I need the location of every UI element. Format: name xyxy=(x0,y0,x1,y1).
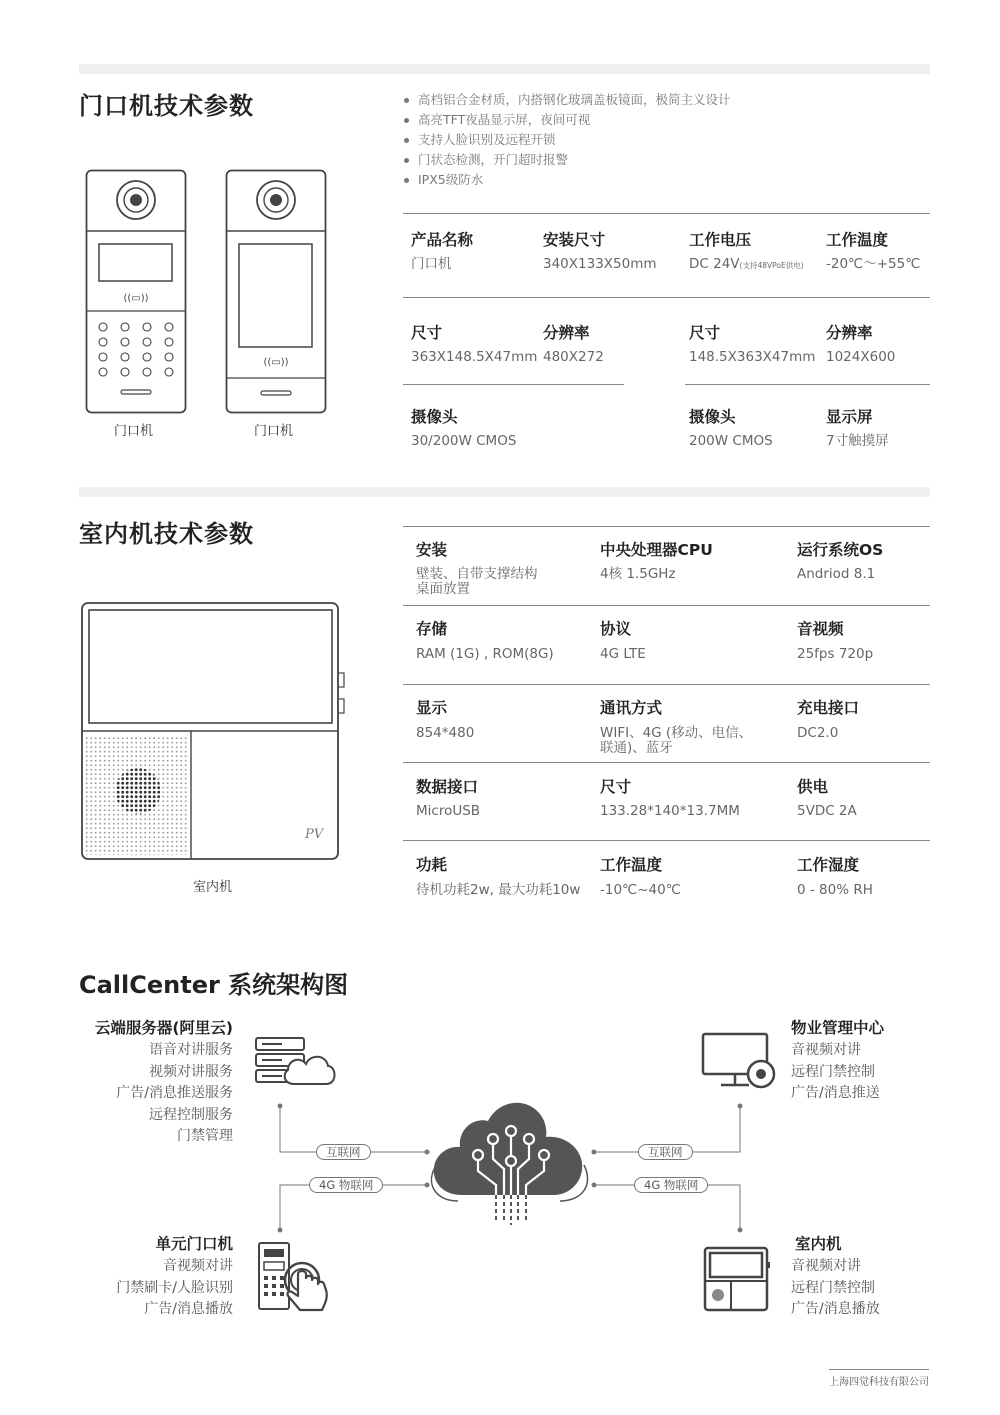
spec-label: 摄像头 xyxy=(411,408,458,426)
spec-value: 854*480 xyxy=(416,725,475,741)
feature-item: 门状态检测，开门超时报警 xyxy=(403,150,731,170)
spec-label: 显示 xyxy=(416,699,448,717)
service-item: 广告/消息推送服务 xyxy=(116,1085,233,1101)
table-rule xyxy=(403,684,930,685)
indoor-unit-caption: 室内机 xyxy=(193,880,233,895)
spec-value: 340X133X50mm xyxy=(543,256,657,272)
spec-value: 桌面放置 xyxy=(416,581,470,597)
spec-label: 数据接口 xyxy=(416,778,479,796)
spec-value: 148.5X363X47mm xyxy=(689,349,816,365)
service-item: 广告/消息播放 xyxy=(791,1301,880,1317)
service-item: 门禁管理 xyxy=(177,1128,233,1144)
spec-label: 工作电压 xyxy=(689,231,752,249)
door-touch-icon xyxy=(256,1240,332,1314)
spec-label: 分辨率 xyxy=(543,324,590,342)
table-rule xyxy=(403,526,930,527)
spec-label: 产品名称 xyxy=(411,231,474,249)
door-unit-screen-illustration xyxy=(225,169,327,414)
iot-tag: 4G 物联网 xyxy=(634,1177,708,1193)
property-center-items xyxy=(791,1040,880,1105)
door-unit-caption: 门口机 xyxy=(254,424,294,439)
door-unit-caption: 门口机 xyxy=(114,424,154,439)
property-center-title: 物业管理中心 xyxy=(791,1019,885,1037)
unit-door-items xyxy=(116,1256,233,1321)
cloud-server-title: 云端服务器(阿里云) xyxy=(94,1019,233,1037)
spec-value: -20℃～+55℃ xyxy=(826,256,921,272)
spec-value: 壁装、自带支撑结构 xyxy=(416,566,538,582)
table-rule xyxy=(403,213,930,214)
spec-label: 中央处理器CPU xyxy=(600,541,713,559)
spec-value: 4G LTE xyxy=(600,646,646,662)
indoor-device-icon xyxy=(703,1246,771,1312)
spec-label: 尺寸 xyxy=(689,324,721,342)
feature-item: 高档铝合金材质，内搭钢化玻璃盖板镜面，极简主义设计 xyxy=(403,90,731,110)
door-feature-list xyxy=(403,90,731,190)
spec-value: 480X272 xyxy=(543,349,604,365)
voltage-value: DC 24V xyxy=(689,256,740,272)
service-item: 远程门禁控制 xyxy=(791,1279,875,1296)
service-item: 广告/消息推送 xyxy=(791,1085,880,1101)
spec-label: 安装尺寸 xyxy=(543,231,606,249)
feature-item: IPX5级防水 xyxy=(403,170,731,190)
spec-value: 4核 1.5GHz xyxy=(600,566,676,582)
internet-tag: 互联网 xyxy=(638,1144,693,1160)
indoor-unit-items xyxy=(791,1256,880,1321)
service-item: 门禁刷卡/人脸识别 xyxy=(116,1279,233,1296)
cloud-server-icon xyxy=(254,1036,338,1088)
spec-value: DC2.0 xyxy=(797,725,839,741)
spec-label: 安装 xyxy=(416,541,448,559)
service-item: 远程控制服务 xyxy=(149,1106,233,1123)
table-rule xyxy=(403,840,930,841)
spec-label: 工作温度 xyxy=(600,856,663,874)
svg-text:((▭)): ((▭)) xyxy=(263,357,289,368)
table-rule xyxy=(685,384,930,385)
spec-value: 待机功耗2w, 最大功耗10w xyxy=(416,882,581,898)
table-rule xyxy=(403,297,930,298)
monitor-icon xyxy=(701,1032,777,1090)
table-rule xyxy=(403,384,624,385)
spec-value: 联通)、蓝牙 xyxy=(600,740,673,756)
spec-value: Andriod 8.1 xyxy=(797,566,876,582)
indoor-section-title: 室内机技术参数 xyxy=(79,520,254,548)
spec-value: 133.28*140*13.7MM xyxy=(600,803,740,819)
service-item: 语音对讲服务 xyxy=(149,1042,233,1058)
feature-item: 高亮TFT夜晶显示屏，夜间可视 xyxy=(403,110,731,130)
spec-value: MicroUSB xyxy=(416,803,481,819)
door-unit-keypad-illustration xyxy=(85,169,187,414)
spec-value: 门口机 xyxy=(411,256,452,272)
section-divider-door xyxy=(79,64,930,74)
service-item: 远程门禁控制 xyxy=(791,1063,875,1080)
spec-label: 分辨率 xyxy=(826,324,873,342)
spec-label: 功耗 xyxy=(416,856,448,874)
spec-value: -10℃~40℃ xyxy=(600,882,681,898)
spec-label: 供电 xyxy=(797,778,829,796)
door-section-title: 门口机技术参数 xyxy=(79,92,254,120)
spec-label: 充电接口 xyxy=(797,699,860,717)
spec-label: 运行系统OS xyxy=(797,541,884,559)
table-rule xyxy=(403,605,930,606)
internet-tag: 互联网 xyxy=(316,1144,371,1160)
service-item: 音视频对讲 xyxy=(791,1042,861,1058)
company-footer: 上海四觉科技有限公司 xyxy=(829,1369,929,1388)
indoor-unit-illustration xyxy=(80,601,348,863)
architecture-title: CallCenter 系统架构图 xyxy=(79,971,349,999)
service-item: 音视频对讲 xyxy=(163,1258,233,1274)
table-rule xyxy=(403,762,930,763)
spec-value: 0 - 80% RH xyxy=(797,882,873,898)
cloud-network-icon xyxy=(428,1097,594,1227)
indoor-unit-title: 室内机 xyxy=(795,1235,842,1253)
voltage-note: (支持48VPoE供电) xyxy=(739,261,804,270)
spec-value: 200W CMOS xyxy=(689,433,773,449)
feature-item: 支持人脸识别及远程开锁 xyxy=(403,130,731,150)
service-item: 广告/消息播放 xyxy=(144,1301,233,1317)
spec-value: 5VDC 2A xyxy=(797,803,857,819)
spec-label: 存储 xyxy=(416,620,448,638)
spec-value: 30/200W CMOS xyxy=(411,433,517,449)
spec-label: 音视频 xyxy=(797,620,844,638)
service-item: 音视频对讲 xyxy=(791,1258,861,1274)
spec-label: 工作湿度 xyxy=(797,856,860,874)
spec-value: RAM (1G) , ROM(8G) xyxy=(416,646,554,662)
spec-label: 摄像头 xyxy=(689,408,736,426)
spec-value: 25fps 720p xyxy=(797,646,874,662)
spec-value: WIFI、4G (移动、电信、 xyxy=(600,725,753,741)
iot-tag: 4G 物联网 xyxy=(309,1177,383,1193)
spec-label: 尺寸 xyxy=(411,324,443,342)
spec-value xyxy=(689,257,804,273)
service-item: 视频对讲服务 xyxy=(149,1063,233,1080)
spec-label: 尺寸 xyxy=(600,778,632,796)
spec-value: 7寸触摸屏 xyxy=(826,433,889,449)
unit-door-title: 单元门口机 xyxy=(155,1235,233,1253)
brand-mark: PV xyxy=(305,827,324,842)
spec-value: 363X148.5X47mm xyxy=(411,349,538,365)
section-divider-indoor xyxy=(79,487,930,497)
spec-label: 工作温度 xyxy=(826,231,889,249)
spec-label: 显示屏 xyxy=(826,408,873,426)
svg-text:((▭)): ((▭)) xyxy=(123,293,149,304)
spec-label: 协议 xyxy=(600,620,632,638)
cloud-server-items xyxy=(116,1040,233,1148)
spec-label: 通讯方式 xyxy=(600,699,663,717)
spec-value: 1024X600 xyxy=(826,349,896,365)
